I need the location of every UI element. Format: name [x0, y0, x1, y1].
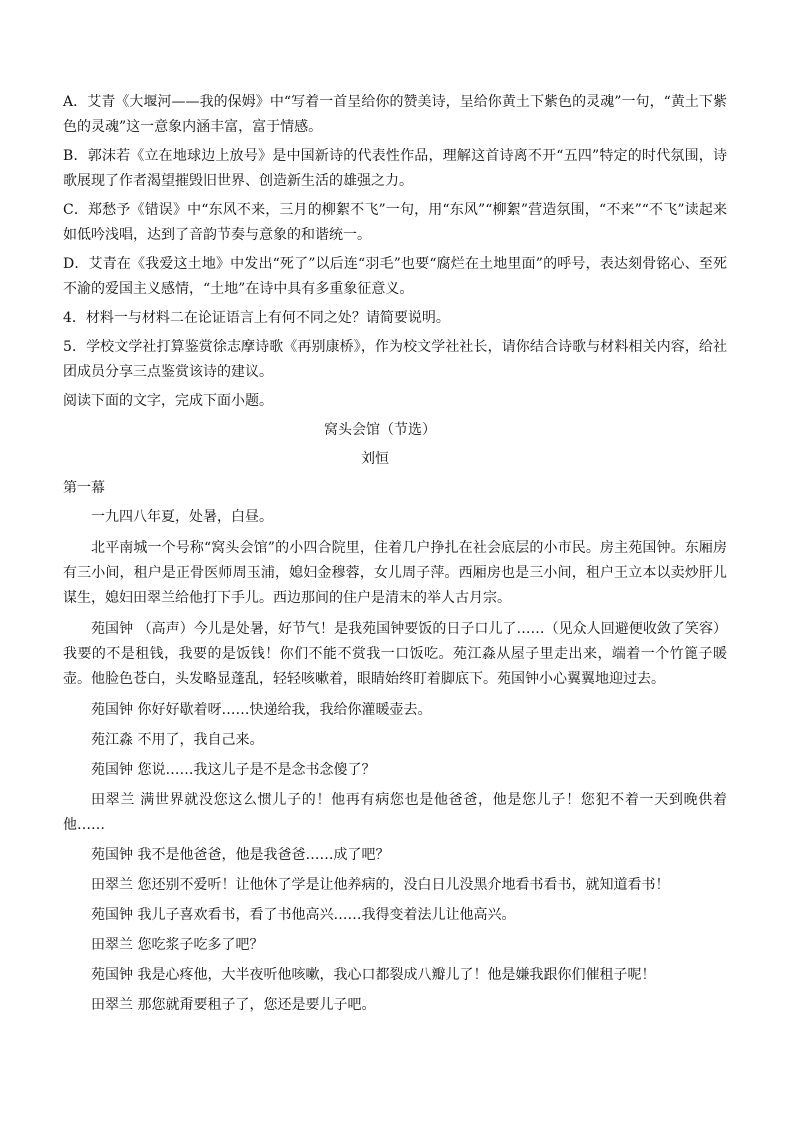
act-heading: 第一幕	[63, 480, 105, 496]
question-5: 5．学校文学社打算鉴赏徐志摩诗歌《再别康桥》，作为校文学社社长，请你结合诗歌与材料相关内容，给社团成员分享三点鉴赏该诗的建议。	[63, 339, 727, 380]
dialog-line: 田翠兰 那您就甭要租子了，您还是要儿子吧。	[91, 997, 376, 1013]
setting-paragraph: 北平南城一个号称“窝头会馆”的小四合院里，住着几户挣扎在社会底层的小市民。房主苑国钟。东厢房有三小间，租户是正骨医师周玉浦，媳妇金穆蓉，女儿周子萍。西厢房也是三小间，租户王立本以卖炒肝儿谋生，媳妇田翠兰给他打下手儿。西边那间的住户是清末的举人古月宗。	[63, 540, 727, 606]
reading-instruction: 阅读下面的文字，完成下面小题。	[63, 393, 273, 409]
question-4: 4．材料一与材料二在论证语言上有何不同之处？请简要说明。	[63, 310, 450, 326]
dialog-line: 苑江淼 不用了，我自己来。	[91, 732, 264, 748]
dialog-line: 苑国钟 您说……我这儿子是不是念书念傻了？	[91, 762, 376, 778]
dialog-line: 苑国钟 我儿子喜欢看书，看了书他高兴……我得变着法儿让他高兴。	[91, 907, 516, 923]
option-c: C．郑愁予《错误》中“东风不来，三月的柳絮不飞”一句，用“东风”“柳絮”营造氛围，“不来”“不飞”读起来如低吟浅唱，达到了音韵节奏与意象的和谐统一。	[63, 202, 727, 243]
dialog-line: 苑国钟 你好好歇着呀……快递给我，我给你灌暖壶去。	[91, 702, 432, 718]
dialog-line: 苑国钟 我不是他爸爸，他是我爸爸……成了吧？	[91, 847, 390, 863]
dialog-line: 田翠兰 您吃浆子吃多了吧？	[91, 937, 264, 953]
time-line: 一九四八年夏，处暑，白昼。	[91, 509, 273, 525]
passage-author: 刘恒	[361, 451, 389, 467]
option-a: A．艾青《大堰河——我的保姆》中“写着一首呈给你的赞美诗，呈给你黄土下紫色的灵魂”一句，“黄土下紫色的灵魂”这一意象内涵丰富，富于情感。	[63, 94, 727, 135]
dialog-line: 苑国钟 我是心疼他，大半夜听他咳嗽，我心口都裂成八瓣儿了！他是嫌我跟你们催租子呢！	[91, 967, 656, 983]
document-page	[63, 90, 727, 1023]
stage-paragraph: 苑国钟 （高声）今儿是处暑，好节气！是我苑国钟要饭的日子口儿了……（见众人回避便收敛了笑容）我要的不是租钱，我要的是饭钱！你们不能不赏我一口饭吃。苑江淼从屋子里走出来，端着一个竹篦子暖壶。他脸色苍白，头发略显蓬乱，轻轻咳嗽着，眼睛始终盯着脚底下。苑国钟小心翼翼地迎过去。	[63, 621, 727, 687]
dialog-line: 田翠兰 满世界就没您这么惯儿子的！他再有病您也是他爸爸，他是您儿子！您犯不着一天到晚供着他……	[63, 792, 727, 833]
passage-title: 窝头会馆（节选）	[324, 422, 436, 438]
option-d: D．艾青在《我爱这土地》中发出“死了”以后连“羽毛”也要“腐烂在土地里面”的呼号，表达刻骨铭心、至死不渝的爱国主义感情，“土地”在诗中具有多重象征意义。	[63, 256, 727, 297]
dialog-line: 田翠兰 您还别不爱听！让他休了学是让他养病的，没白日儿没黑介地看书看书，就知道看书！	[91, 877, 670, 893]
option-b: B．郭沫若《立在地球边上放号》是中国新诗的代表性作品，理解这首诗离不开“五四”特定的时代氛围，诗歌展现了作者渴望摧毁旧世界、创造新生活的雄强之力。	[63, 148, 727, 189]
